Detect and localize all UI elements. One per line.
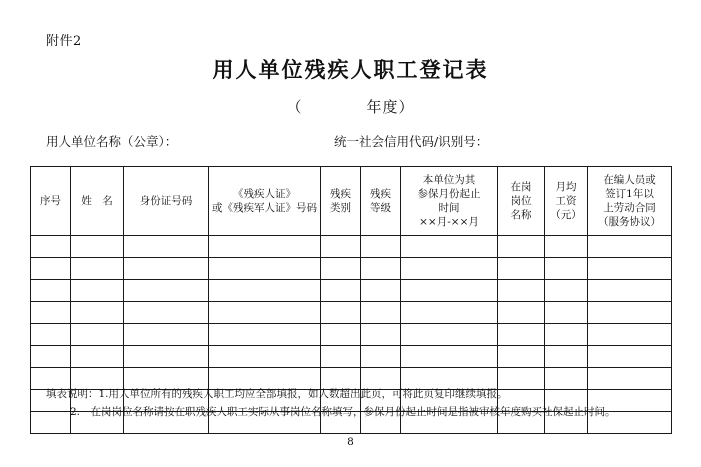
table-row: [31, 346, 672, 368]
header-line: 序号: [40, 194, 61, 207]
header-line: 时间: [438, 202, 460, 214]
attachment-label: 附件2: [46, 34, 82, 49]
header-line: 本单位为其: [422, 173, 476, 186]
table-cell[interactable]: [31, 324, 71, 346]
header-line: ××月-××月: [419, 216, 479, 229]
table-row: [31, 280, 672, 302]
table-cell[interactable]: [588, 324, 672, 346]
table-cell[interactable]: [209, 258, 321, 280]
table-cell[interactable]: [31, 280, 71, 302]
header-line: 在岗: [510, 180, 532, 193]
table-header-cell: [209, 167, 321, 236]
header-line: 残疾: [330, 187, 351, 200]
table-cell[interactable]: [209, 324, 321, 346]
table-header-cell: [498, 167, 545, 236]
table-cell[interactable]: [498, 324, 545, 346]
header-line: 等级: [370, 202, 391, 214]
table-cell[interactable]: [545, 324, 588, 346]
table-cell[interactable]: [545, 280, 588, 302]
table-row: [31, 302, 672, 324]
table-cell[interactable]: [588, 258, 672, 280]
header-line: 名称: [510, 209, 532, 222]
table-cell[interactable]: [31, 258, 71, 280]
table-header-cell: [401, 167, 498, 236]
table-cell[interactable]: [401, 324, 498, 346]
table-cell[interactable]: [209, 280, 321, 302]
note-line-2-text: 2. 在岗岗位名称请按在职残疾人职工实际从事岗位名称填写，参保月份起止时间是指被审核年度购买社保起止时间。: [70, 405, 616, 418]
table-cell[interactable]: [588, 346, 672, 368]
table-cell[interactable]: [498, 346, 545, 368]
table-cell[interactable]: [124, 346, 209, 368]
table-cell[interactable]: [361, 346, 401, 368]
header-line: 参保月份起止: [417, 187, 481, 200]
table-header-row: [31, 167, 672, 236]
table-cell[interactable]: [401, 346, 498, 368]
table-cell[interactable]: [71, 236, 124, 258]
table-cell[interactable]: [209, 346, 321, 368]
table-cell[interactable]: [545, 236, 588, 258]
table-header-cell: [545, 167, 588, 236]
table-cell[interactable]: [209, 302, 321, 324]
table-cell[interactable]: [31, 346, 71, 368]
table-row: [31, 324, 672, 346]
unit-name-label: 用人单位名称（公章）：: [46, 134, 178, 149]
table-cell[interactable]: [124, 280, 209, 302]
header-line: 上劳动合同: [603, 202, 656, 214]
table-header-cell: [124, 167, 209, 236]
table-cell[interactable]: [401, 258, 498, 280]
table-cell[interactable]: [209, 236, 321, 258]
header-line: 岗位: [510, 194, 532, 207]
table-cell[interactable]: [71, 324, 124, 346]
table-cell[interactable]: [361, 258, 401, 280]
table-cell[interactable]: [545, 302, 588, 324]
header-line: 身份证号码: [139, 194, 193, 207]
header-line: （服务协议）: [598, 216, 661, 229]
table-cell[interactable]: [321, 236, 361, 258]
table-cell[interactable]: [588, 236, 672, 258]
table-cell[interactable]: [361, 302, 401, 324]
table-header-cell: [588, 167, 672, 236]
table-cell[interactable]: [71, 302, 124, 324]
credit-code-label: 统一社会信用代码/识别号：: [334, 134, 489, 149]
note-line-1: 填表说明：1.用人单位所有的残疾人职工均应全部填报，如人数超出此页，可将此页复印继续填报。: [46, 388, 508, 400]
page-number: 8: [347, 436, 354, 448]
table-cell[interactable]: [321, 302, 361, 324]
table-cell[interactable]: [498, 280, 545, 302]
table-header-cell: [321, 167, 361, 236]
table-row: [31, 258, 672, 280]
table-cell[interactable]: [31, 236, 71, 258]
header-line: 工资: [555, 194, 577, 207]
table-cell[interactable]: [545, 346, 588, 368]
table-cell[interactable]: [498, 302, 545, 324]
header-line: 类别: [330, 202, 351, 214]
table-cell[interactable]: [321, 346, 361, 368]
table-cell[interactable]: [401, 302, 498, 324]
note-line-2: [46, 404, 671, 422]
table-header-cell: [31, 167, 71, 236]
table-row: [31, 236, 672, 258]
table-header-cell: [71, 167, 124, 236]
header-line: （元）: [550, 209, 582, 222]
table-cell[interactable]: [401, 236, 498, 258]
table-cell[interactable]: [321, 280, 361, 302]
form-field-row: [46, 132, 671, 150]
table-cell[interactable]: [361, 280, 401, 302]
table-cell[interactable]: [498, 236, 545, 258]
header-line: 在编人员或: [603, 173, 656, 186]
header-line: 签订1年以: [605, 187, 654, 200]
table-cell[interactable]: [71, 258, 124, 280]
table-cell[interactable]: [588, 302, 672, 324]
table-cell[interactable]: [361, 236, 401, 258]
table-cell[interactable]: [498, 258, 545, 280]
table-cell[interactable]: [71, 346, 124, 368]
header-line: 或《残疾军人证》号码: [212, 202, 317, 214]
table-cell[interactable]: [321, 258, 361, 280]
page-title: 用人单位残疾人职工登记表: [212, 57, 489, 82]
table-cell[interactable]: [545, 258, 588, 280]
document-year-subtitle: （ 年度）: [286, 98, 415, 116]
table-cell[interactable]: [401, 280, 498, 302]
table-header-cell: [361, 167, 401, 236]
header-line: 残疾: [370, 187, 391, 200]
header-line: 姓 名: [81, 194, 113, 207]
table-cell[interactable]: [124, 258, 209, 280]
table-cell[interactable]: [71, 280, 124, 302]
table-cell[interactable]: [124, 236, 209, 258]
table-cell[interactable]: [588, 280, 672, 302]
form-notes: [46, 386, 671, 422]
table-cell[interactable]: [31, 302, 71, 324]
table-cell[interactable]: [124, 324, 209, 346]
table-cell[interactable]: [361, 324, 401, 346]
table-cell[interactable]: [124, 302, 209, 324]
header-line: 月均: [555, 180, 577, 193]
header-line: 《残疾人证》: [233, 187, 296, 200]
table-cell[interactable]: [321, 324, 361, 346]
